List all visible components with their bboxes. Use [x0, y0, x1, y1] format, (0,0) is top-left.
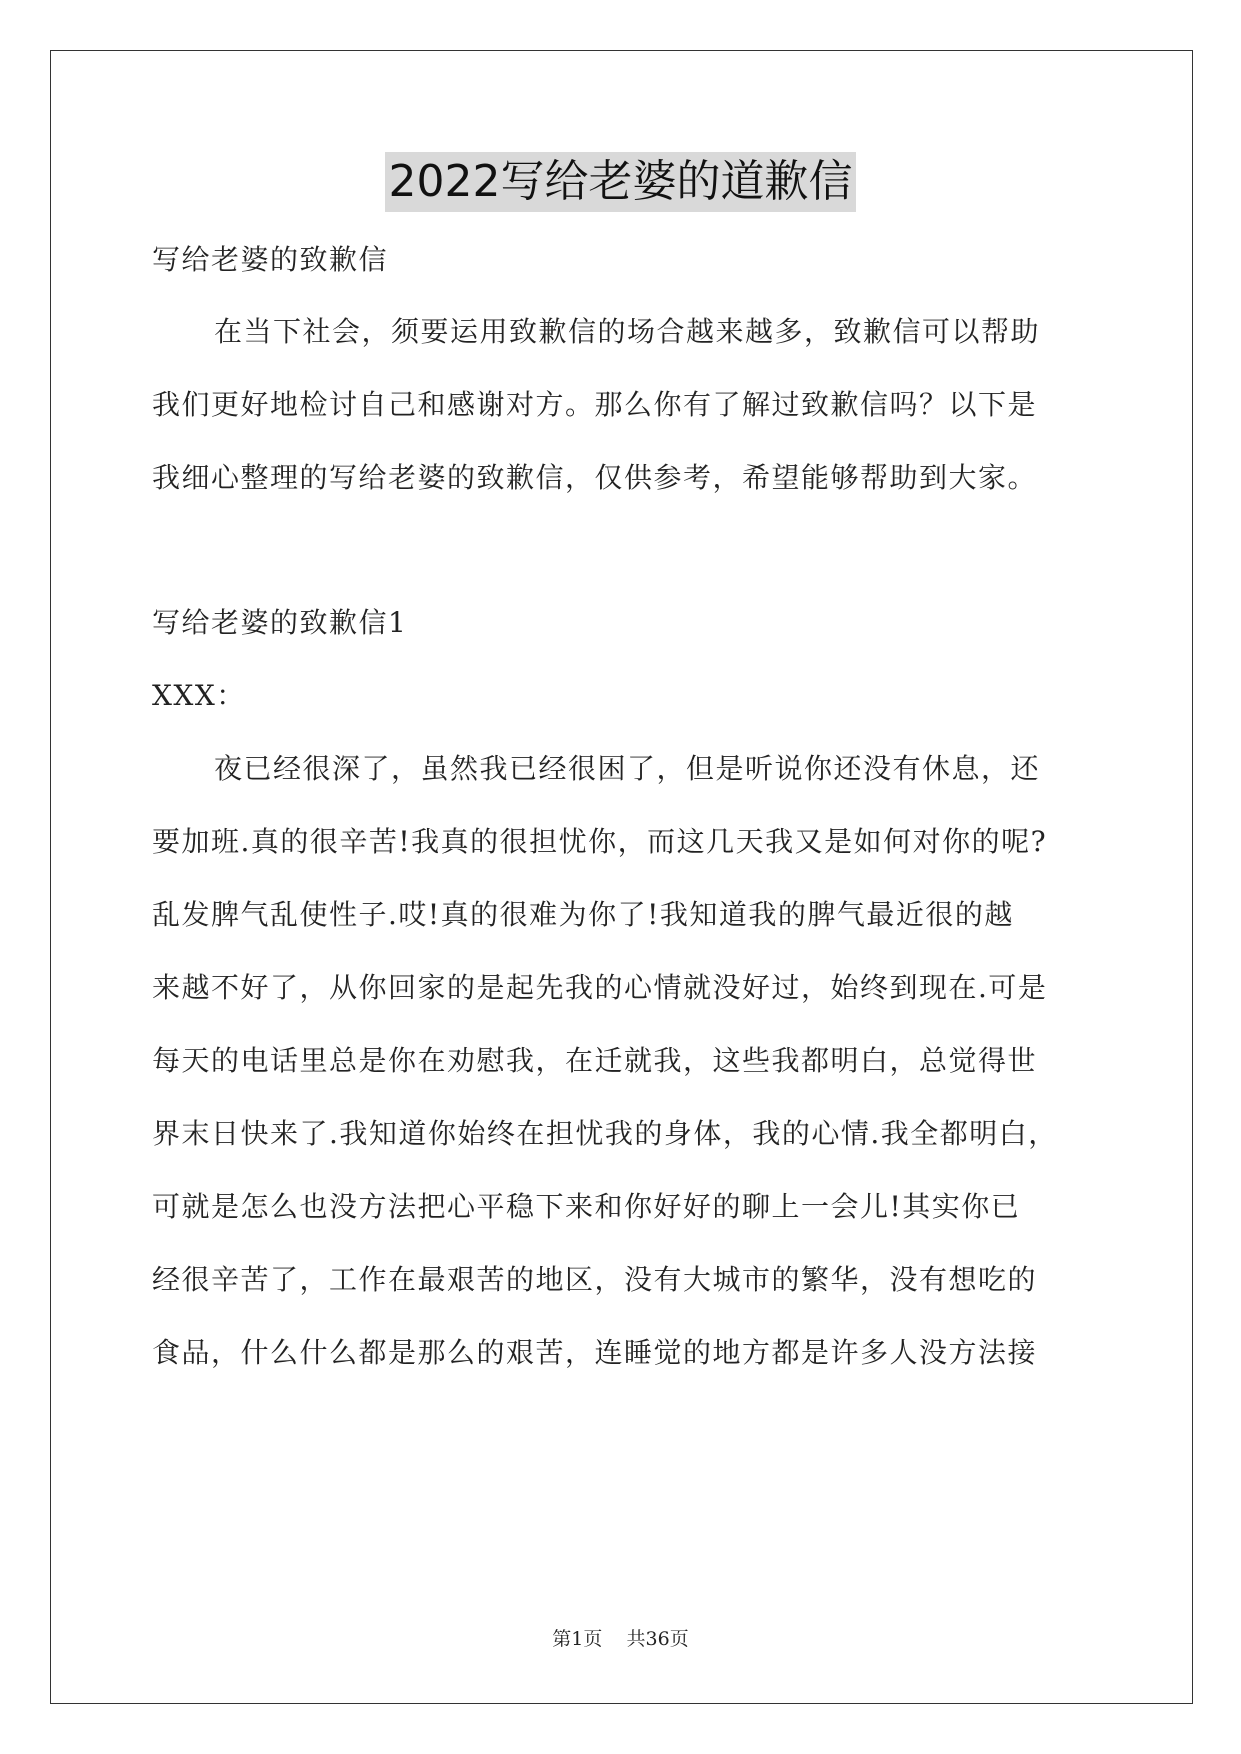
page-footer — [0, 1625, 1241, 1653]
section-heading: 写给老婆的致歉信1 — [152, 606, 408, 639]
body-line: 经很辛苦了，工作在最艰苦的地区，没有大城市的繁华，没有想吃的 — [152, 1263, 1038, 1296]
body-line: 食品，什么什么都是那么的艰苦，连睡觉的地方都是许多人没方法接 — [152, 1336, 1038, 1369]
body-line: 夜已经很深了，虽然我已经很困了，但是听说你还没有休息，还 — [214, 752, 1041, 785]
body-line: 界末日快来了.我知道你始终在担忧我的身体，我的心情.我全都明白， — [152, 1117, 1058, 1150]
body-line: 在当下社会，须要运用致歉信的场合越来越多，致歉信可以帮助 — [214, 315, 1041, 348]
salutation: XXX： — [152, 679, 246, 712]
body-line: 我们更好地检讨自己和感谢对方。那么你有了解过致歉信吗？以下是 — [152, 388, 1038, 421]
body-line: 可就是怎么也没方法把心平稳下来和你好好的聊上一会儿!其实你已 — [152, 1190, 1021, 1223]
page-number: 第1页 — [552, 1628, 603, 1650]
page-border — [50, 50, 1193, 1704]
body-line: 乱发脾气乱使性子.哎!真的很难为你了!我知道我的脾气最近很的越 — [152, 898, 1014, 931]
body-line: 来越不好了，从你回家的是起先我的心情就没好过，始终到现在.可是 — [152, 971, 1048, 1004]
title-wrap — [0, 152, 1241, 212]
subtitle-line: 写给老婆的致歉信 — [152, 243, 389, 276]
body-line: 要加班.真的很辛苦!我真的很担忧你，而这几天我又是如何对你的呢? — [152, 825, 1048, 858]
body-line: 每天的电话里总是你在劝慰我，在迁就我，这些我都明白，总觉得世 — [152, 1044, 1038, 1077]
document-title: 2022写给老婆的道歉信 — [385, 152, 857, 212]
page-total: 共36页 — [626, 1628, 689, 1650]
body-line: 我细心整理的写给老婆的致歉信，仅供参考，希望能够帮助到大家。 — [152, 461, 1038, 494]
